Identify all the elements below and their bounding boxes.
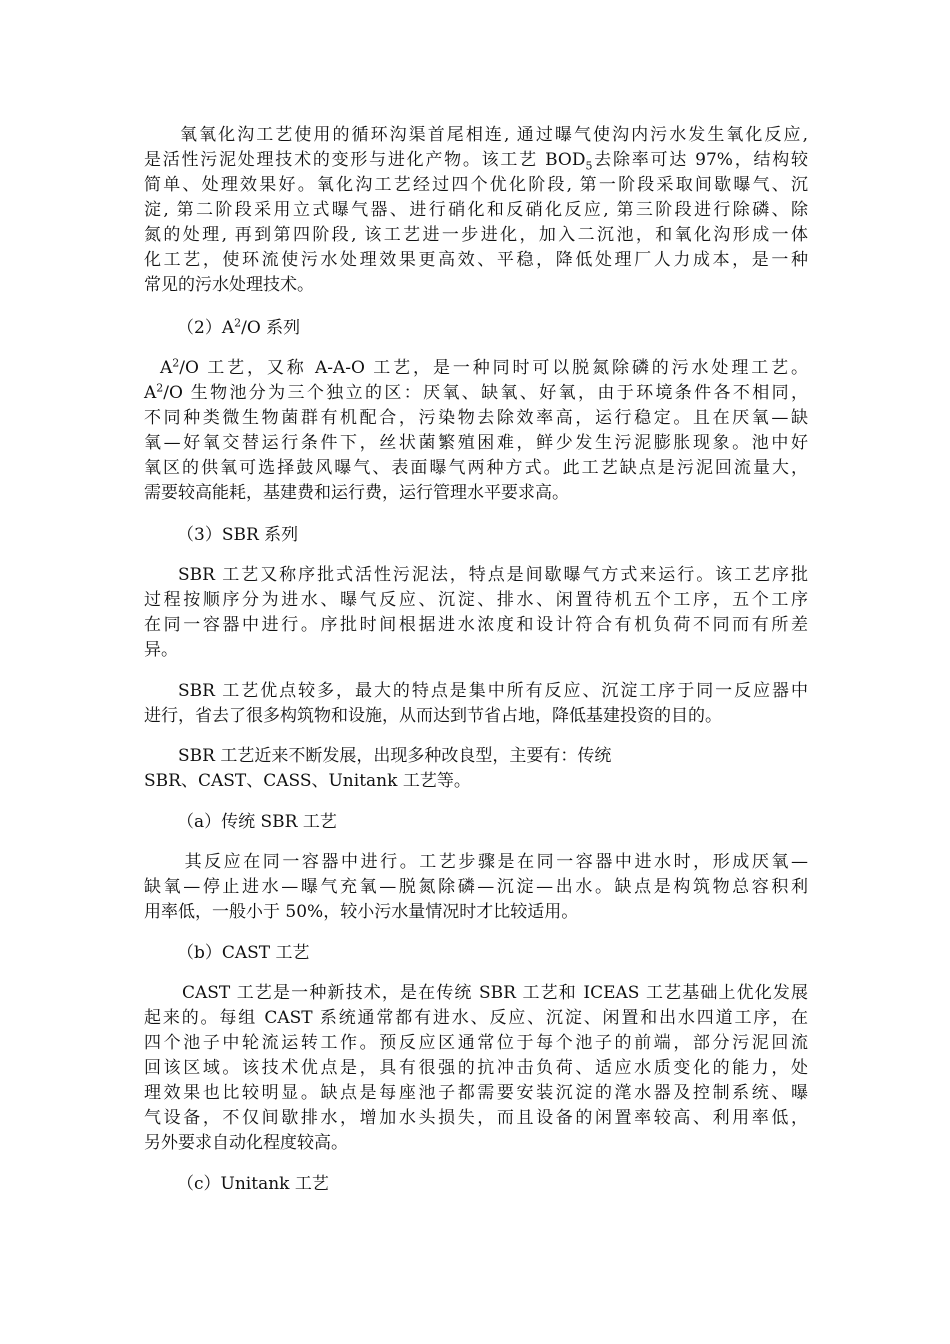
text-line-content: SBR、CAST、CASS、Unitank 工艺等。 [144,771,471,791]
text-line [144,456,808,481]
text-line [144,850,808,875]
text-line [144,148,808,173]
text-line-content: 气设备，不仅间歇排水，增加水头损失，而且设备的闲置率较高、利用率低， [144,1108,808,1128]
text-line [144,248,808,273]
text-line [144,356,808,381]
text-line [144,1031,808,1056]
text-line-content: 氧氧化沟工艺使用的循环沟渠首尾相连, 通过曝气使沟内污水发生氧化反应, [178,125,808,145]
text-line-content: 去除率可达 97%，结构较 [592,150,808,170]
text-line [144,406,808,431]
paragraph-oxidation-ditch [144,123,808,298]
text-line-content: 缺氧—停止进水—曝气充氧—脱氮除磷—沉淀—出水。缺点是构筑物总容积利 [144,877,808,897]
text-line-content: 氧区的供氧可选择鼓风曝气、表面曝气两种方式。此工艺缺点是污泥回流量大， [144,458,808,478]
text-line [144,381,808,406]
text-line [144,198,808,223]
text-line-content: SBR 工艺优点较多，最大的特点是集中所有反应、沉淀工序于同一反应器中 [178,681,808,701]
text-line [144,223,808,248]
text-line-content: /O 工艺，又称 A-A-O 工艺，是一种同时可以脱氮除磷的污水处理工艺。 [179,358,808,378]
text-line [144,1006,808,1031]
superscript: 2 [156,381,164,395]
text-line-content: 简单、处理效果好。氧化沟工艺经过四个优化阶段, 第一阶段采取间歇曝气、沉 [144,175,808,195]
text-line [144,613,808,638]
text-line-content: 氧—好氧交替运行条件下，丝状菌繁殖困难，鲜少发生污泥膨胀现象。池中好 [144,433,808,453]
text-line [144,679,808,704]
paragraph-sbr-intro [144,563,808,663]
text-line-content: 是活性污泥处理技术的变形与进化产物。该工艺 BOD [144,150,586,170]
heading-text: （2）A [177,318,235,338]
text-line-content: 异。 [144,640,178,660]
text-line [144,981,808,1006]
text-line [144,744,808,769]
text-line-content: 回该区域。该技术优点是，具有很强的抗冲击负荷、适应水质变化的能力，处 [144,1058,808,1078]
text-line-content: 氮的处理, 再到第四阶段, 该工艺进一步进化，加入二沉池，和氧化沟形成一体 [144,225,808,245]
text-line [144,481,808,506]
paragraph-sbr-advantages [144,679,808,729]
text-line-content: 在同一容器中进行。序批时间根据进水浓度和设计符合有机负荷不同而有所差 [144,615,808,635]
text-line-content: 其反应在同一容器中进行。工艺步骤是在同一容器中进水时，形成厌氧— [182,852,808,872]
subsection-heading-cast: （b）CAST 工艺 [177,943,310,963]
heading-text: /O 系列 [241,318,301,338]
text-line-content: 常见的污水处理技术。 [144,275,314,295]
text-line [144,563,808,588]
text-line-content: 起来的。每组 CAST 系统通常都有进水、反应、沉淀、闲置和出水四道工序，在 [144,1008,808,1028]
text-line [144,1106,808,1131]
text-line [144,431,808,456]
superscript: 2 [172,356,180,370]
text-line-content: 淀, 第二阶段采用立式曝气器、进行硝化和反硝化反应, 第三阶段进行除磷、除 [144,200,808,220]
text-line-content: /O 生物池分为三个独立的区：厌氧、缺氧、好氧，由于环境条件各不相同， [163,383,808,403]
subscript: 5 [585,159,593,173]
text-line [144,588,808,613]
text-line-content: 需要较高能耗，基建费和运行费，运行管理水平要求高。 [144,483,569,503]
text-line [144,875,808,900]
text-line [144,123,808,148]
text-line-content: 进行，省去了很多构筑物和设施，从而达到节省占地，降低基建投资的目的。 [144,706,722,726]
subsection-heading-traditional-sbr: （a）传统 SBR 工艺 [177,812,337,832]
text-line-content: SBR 工艺近来不断发展，出现多种改良型，主要有：传统 [178,746,612,766]
text-line-content: 四个池子中轮流运转工作。预反应区通常位于每个池子的前端，部分污泥回流 [144,1033,808,1053]
text-line [144,173,808,198]
text-line-content: 另外要求自动化程度较高。 [144,1133,348,1153]
section-heading-sbr: （3）SBR 系列 [177,525,299,545]
text-line [144,1056,808,1081]
subsection-heading-unitank: （c）Unitank 工艺 [177,1174,329,1194]
paragraph-sbr-variants [144,744,808,794]
text-line-content: 化工艺，使环流使污水处理效果更高效、平稳，降低处理厂人力成本，是一种 [144,250,808,270]
paragraph-traditional-sbr [144,850,808,925]
text-line [144,1081,808,1106]
text-line-content: CAST 工艺是一种新技术，是在传统 SBR 工艺和 ICEAS 工艺基础上优化发展 [182,983,808,1003]
text-line [144,900,808,925]
text-line-content: 不同种类微生物菌群有机配合，污染物去除效率高，运行稳定。且在厌氧—缺 [144,408,808,428]
text-line-content: 理效果也比较明显。缺点是每座池子都需要安装沉淀的滗水器及控制系统、曝 [144,1083,808,1103]
text-line-content: 过程按顺序分为进水、曝气反应、沉淀、排水、闲置待机五个工序，五个工序 [144,590,808,610]
text-line-content: SBR 工艺又称序批式活性污泥法，特点是间歇曝气方式来运行。该工艺序批 [178,565,808,585]
text-line [144,769,808,794]
text-line [144,704,808,729]
paragraph-a2o [144,356,808,506]
section-heading-a2o [177,316,300,341]
text-line-content: A [144,383,157,403]
text-line-content: 用率低，一般小于 50%，较小污水量情况时才比较适用。 [144,902,579,922]
text-line-content: A [160,358,173,378]
text-line [144,638,808,663]
text-line [144,273,808,298]
superscript: 2 [234,316,242,330]
paragraph-cast [144,981,808,1156]
text-line [144,1131,808,1156]
